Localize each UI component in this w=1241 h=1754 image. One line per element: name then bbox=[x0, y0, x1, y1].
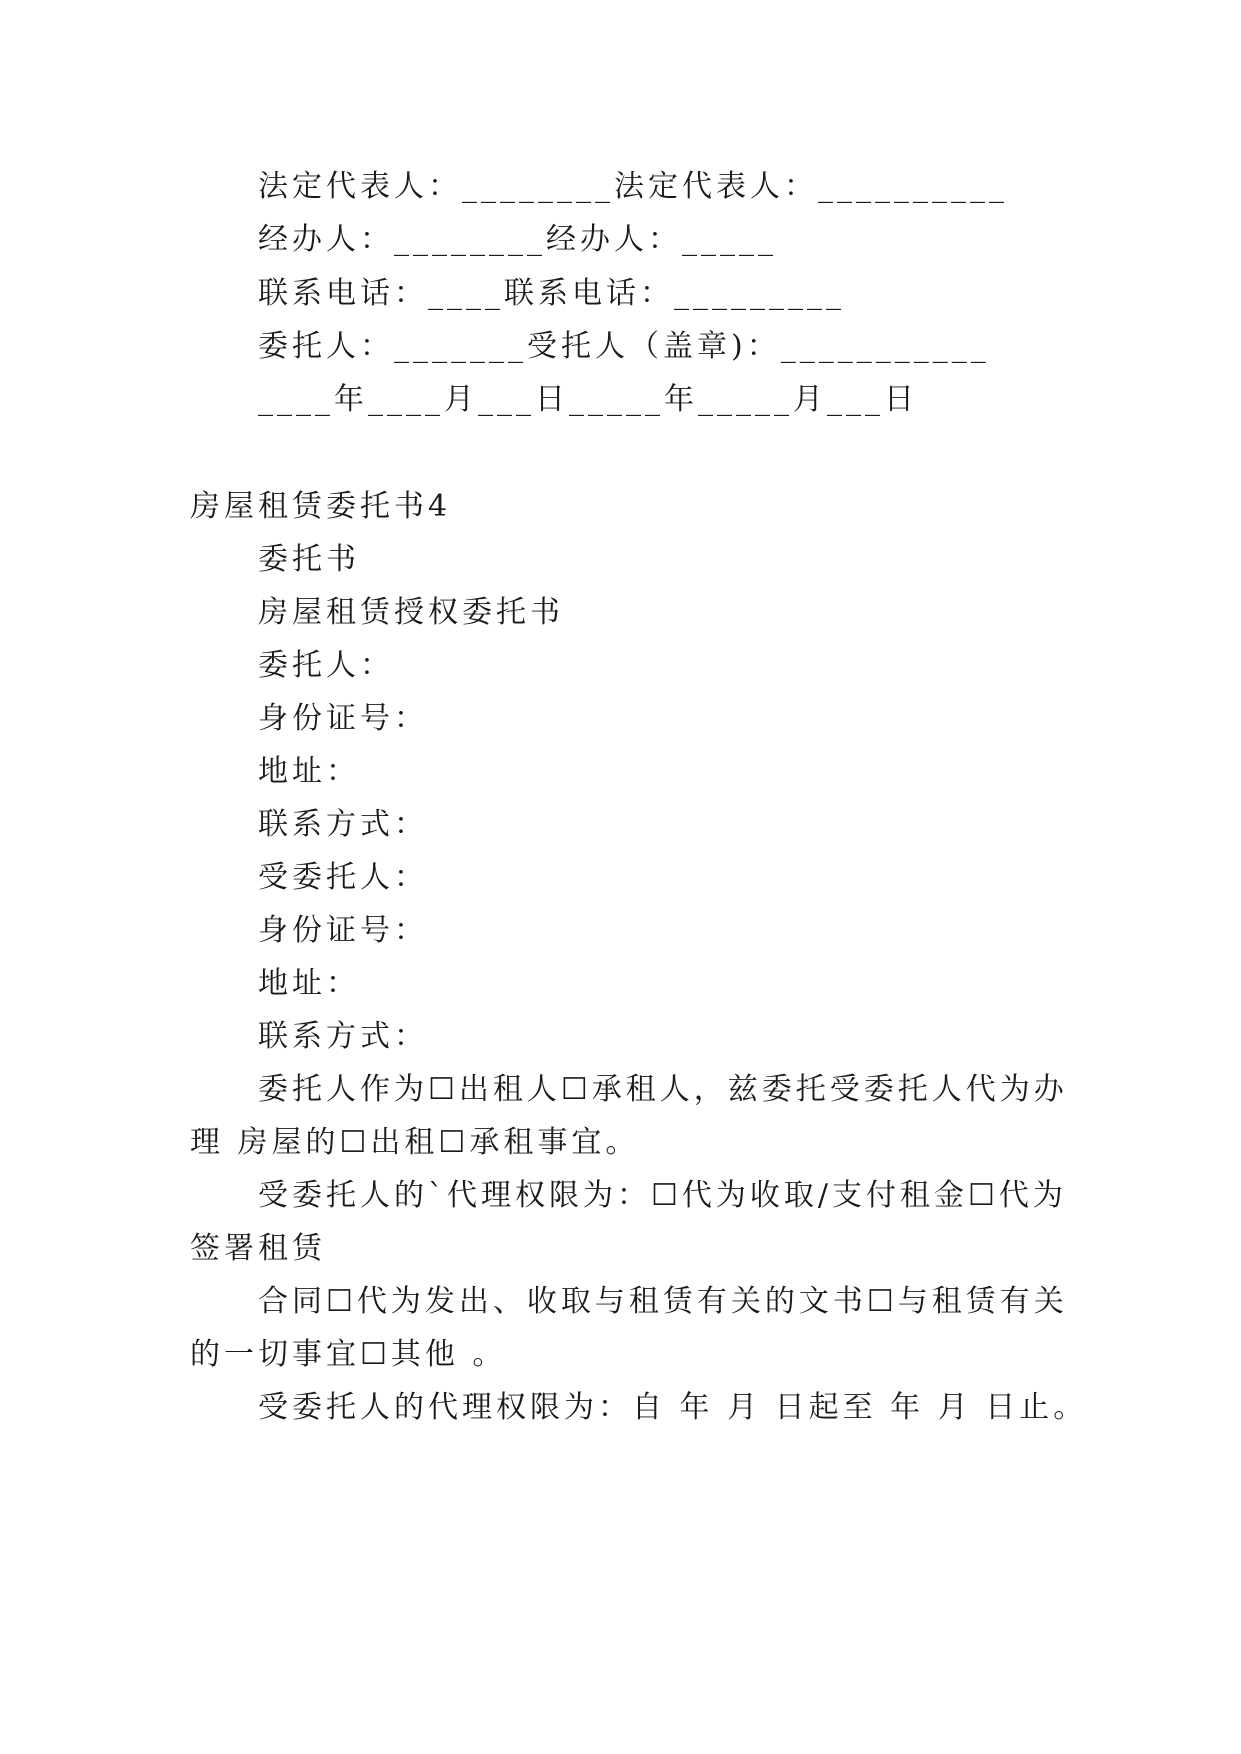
agent-address-label: 地址： bbox=[258, 966, 360, 1001]
agent-id-label: 身份证号： bbox=[258, 913, 428, 948]
doc-heading: 委托书 bbox=[258, 542, 360, 577]
doc-subheading: 房屋租赁授权委托书 bbox=[258, 595, 564, 630]
phone-line: 联系电话：____联系电话：_________ bbox=[258, 276, 845, 311]
paragraph-3-line-2: 的一切事宜☐其他 。 bbox=[190, 1337, 507, 1372]
paragraph-2-line-1: 受委托人的`代理权限为：☐代为收取/支付租金☐代为 bbox=[258, 1178, 1067, 1213]
paragraph-1-line-2: 理 房屋的☐出租☐承租事宜。 bbox=[190, 1125, 640, 1160]
principal-id-label: 身份证号： bbox=[258, 701, 428, 736]
principal-label: 委托人： bbox=[258, 648, 394, 683]
section-title: 房屋租赁委托书4 bbox=[190, 489, 452, 524]
principal-agent-line: 委托人：_______受托人（盖章)：___________ bbox=[258, 329, 990, 364]
paragraph-3-line-1: 合同☐代为发出、收取与租赁有关的文书☐与租赁有关 bbox=[258, 1284, 1068, 1319]
handler-line: 经办人：________经办人：_____ bbox=[258, 222, 777, 257]
paragraph-4-line-1: 受委托人的代理权限为：自 年 月 日起至 年 月 日止。 bbox=[258, 1390, 1088, 1425]
agent-contact-label: 联系方式： bbox=[258, 1019, 428, 1054]
principal-contact-label: 联系方式： bbox=[258, 807, 428, 842]
principal-address-label: 地址： bbox=[258, 754, 360, 789]
paragraph-1-line-1: 委托人作为☐出租人☐承租人，兹委托受委托人代为办 bbox=[258, 1072, 1068, 1107]
agent-label: 受委托人： bbox=[258, 860, 428, 895]
legal-rep-line: 法定代表人：________法定代表人：__________ bbox=[258, 169, 1008, 204]
paragraph-2-line-2: 签署租赁 bbox=[190, 1231, 326, 1266]
date-line: ____年____月___日_____年_____月___日 bbox=[258, 382, 918, 417]
